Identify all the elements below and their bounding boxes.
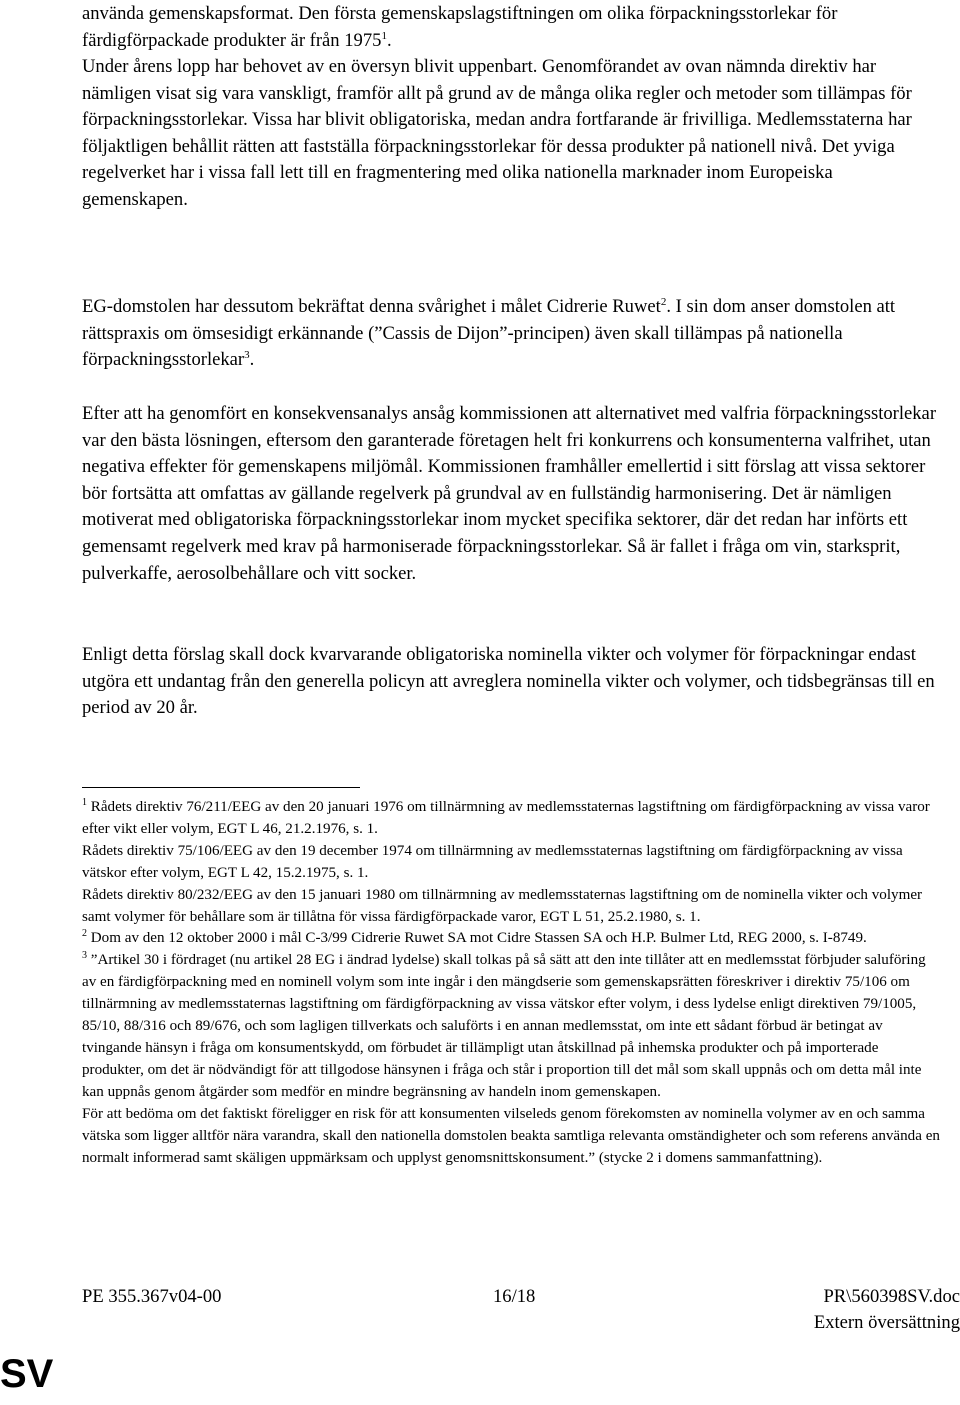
- paragraph-proposal: Enligt detta förslag skall dock kvarvarande obligatoriska nominella vikter och volymer för förpackningar endast utgöra ett undantag från den generella policyn att avreglera nominella vikter och volymer, och tidsbegränsas till en period av 20 år.: [82, 644, 935, 719]
- footnote-3-b: För att bedöma om det faktiskt föreligger en risk för att konsumenten vilseleds genom förekomsten av nominella volymer av en och samma vätska som ligger alltför nära varandra, skall den nationella domstolen beakta samtliga relevanta omständigheter och som referens använda en normalt informerad samt skäligen uppmärksam och upplyst genomsnittskonsument.” (stycke 2 i domens sammanfattning).: [82, 1105, 940, 1166]
- paragraph-impact: Efter att ha genomfört en konsekvensanalys ansåg kommissionen att alternativet med valfria förpackningsstorlekar var den bästa lösningen, eftersom den garanterade företagen helt fri konkurrens och konsumenterna valfrihet, utan negativa effekter för gemenskapens miljömål. Kommissionen framhåller emellertid i sitt förslag att vissa sektorer bör fortsätta att omfattas av gällande regelverk på grundval av en fullständig harmonisering. Det är nämligen motiverat med obligatoriska förpackningsstorlekar inom mycket specifika sektorer, där det redan har införts ett gemensamt regelverk med krav på harmoniserade förpackningsstorlekar. Så är fallet i fråga om vin, starksprit, pulverkaffe, aerosolbehållare och vitt socker.: [82, 403, 937, 584]
- footnote-2-text: Dom av den 12 oktober 2000 i mål C-3/99 Cidrerie Ruwet SA mot Cidre Stassen SA och H.P. Bulmer Ltd, REG 2000, s. I-8749.: [90, 930, 867, 947]
- footer-translation-label: Extern översättning: [813, 1312, 960, 1333]
- footnote-2: [82, 928, 942, 950]
- paragraph-court-text-a: EG-domstolen har dessutom bekräftat denna svårighet i målet Cidrerie Ruwet: [82, 296, 661, 317]
- footnote-mark-2: 2: [82, 928, 87, 940]
- paragraph-review: Under årens lopp har behovet av en översyn blivit uppenbart. Genomförandet av ovan nämnda direktiv har nämligen visat sig vara vanskligt, framför allt på grund av de många olika regler och metoder som tillämpas för förpackningsstorlekar. Vissa har blivit obligatoriska, medan andra fortfarande är frivilliga. Medlemsstaterna har följaktligen behållit rätten att fastställa förpackningsstorlekar för dessa produkter på nationell nivå. Det yviga regelverket har i vissa fall lett till en fragmentering med olika nationella marknader inom Europeiska gemenskapen.: [82, 56, 912, 210]
- paragraph-court-text-b: . I sin dom anser domstolen att rättspraxis om ömsesidigt erkännande (”Cassis de Dijon”-principen) även skall tillämpas på nationella förpackningsstorlekar: [82, 296, 896, 371]
- footnote-1-b: Rådets direktiv 75/106/EEG av den 19 december 1974 om tillnärmning av medlemsstaternas lagstiftning om färdigförpackning av vissa vätskor efter volym, EGT L 42, 15.2.1975, s. 1.: [82, 842, 903, 881]
- footer-reference: PE 355.367v04-00: [82, 1286, 222, 1307]
- footnote-mark-3: 3: [82, 950, 87, 962]
- paragraph-intro-end: .: [386, 29, 392, 51]
- footnote-ref-2[interactable]: 2: [660, 295, 667, 308]
- footnote-1: [82, 797, 942, 841]
- footnote-mark-1: 1: [82, 796, 87, 808]
- footer-document-name: PR\560398SV.doc: [823, 1286, 960, 1307]
- language-code: SV: [0, 1352, 54, 1396]
- paragraph-court-end: .: [249, 349, 255, 371]
- paragraph-court: [82, 294, 940, 374]
- paragraph-intro-text: använda gemenskapsformat. Den första gemenskapslagstiftningen om olika förpackningsstorlekar för färdigförpackade produkter är från 1975: [82, 3, 838, 51]
- footnote-3: [82, 950, 942, 1103]
- page-footer: [82, 1284, 960, 1344]
- footnote-3-text-a: ”Artikel 30 i fördraget (nu artikel 28 EG i ändrad lydelse) skall tolkas på så sätt att den inte tillåter att en medlemsstat förbjuder saluföring av en färdigförpackning med en nominell volym som inte ingår i den mängdserie som gemenskapsrätten föreskriver i direktiv 75/106 om tillnärmning av medlemsstaternas lagstiftning om färdigförpackning av vissa vätskor efter volym, i dess lydelse enligt direktiven 79/1005, 85/10, 88/316 och 89/676, och som lagligen tillverkats och saluförts i en annan medlemsstat, om inte ett sådant förbud är betingat av tvingande hänsyn i fråga om konsumentskydd, om förbudet är tillämpligt utan åtskillnad på inhemska produkter och på importerade produkter, om det är nödvändigt för att tillgodose hänsynen i fråga och står i proportion till det mål som skall uppnås och om detta mål inte kan uppnås genom åtgärder som medför en mindre begränsning av handeln inom gemenskapen.: [82, 952, 926, 1100]
- footnote-ref-3[interactable]: 3: [244, 349, 250, 361]
- footnote-1-c: Rådets direktiv 80/232/EEG av den 15 januari 1980 om tillnärmning av medlemsstaternas lagstiftning om de nominella vikter och volymer samt volymer för behållare som är tillåtna för vissa färdigförpackade varor, EGT L 51, 25.2.1980, s. 1.: [82, 886, 923, 925]
- footer-page-number: 16/18: [493, 1286, 536, 1307]
- footnote-1-text-a: Rådets direktiv 76/211/EEG av den 20 januari 1976 om tillnärmning av medlemsstaternas lagstiftning om färdigförpackning av vissa varor efter vikt eller volym, EGT L 46, 21.2.1976, s. 1.: [82, 799, 930, 837]
- footnotes: [82, 797, 942, 1169]
- paragraph-intro: [82, 1, 940, 54]
- footnote-ref-1[interactable]: 1: [381, 29, 387, 42]
- footnote-separator: [82, 787, 360, 788]
